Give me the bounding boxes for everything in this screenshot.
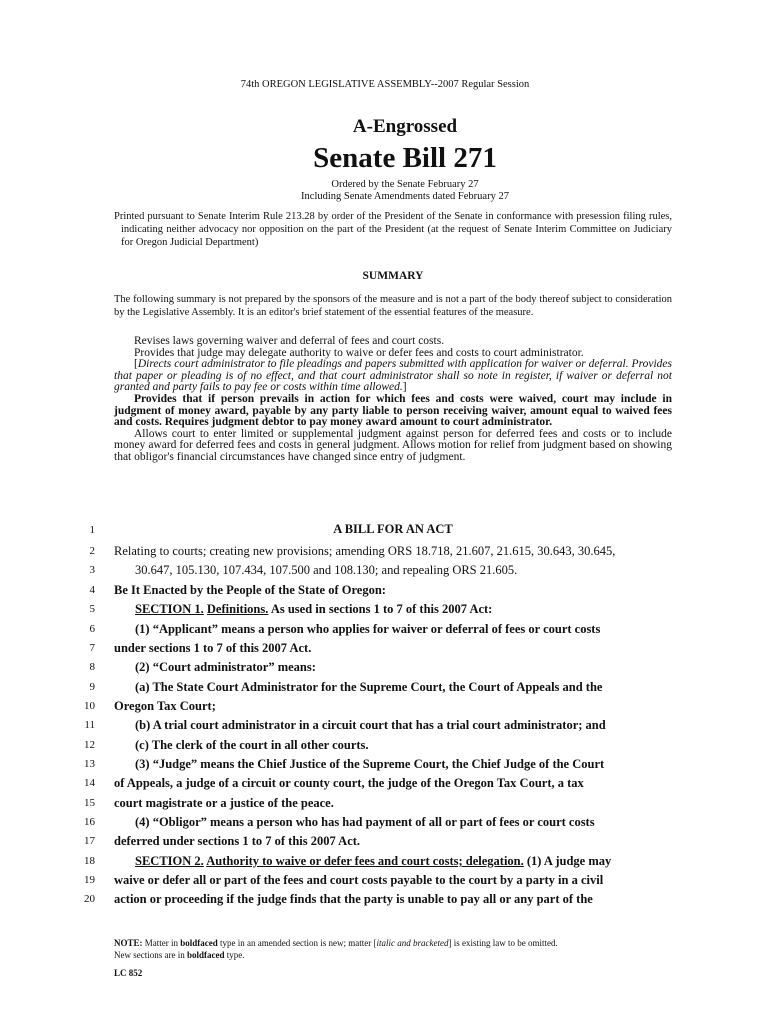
line-number: 14 bbox=[84, 777, 95, 789]
enacting-clause: Be It Enacted by the People of the State of Oregon: bbox=[114, 583, 386, 597]
bill-line-15: court magistrate or a justice of the peace. bbox=[114, 796, 334, 810]
section-title: Authority to waive or defer fees and court costs; delegation. bbox=[206, 854, 524, 868]
summary-paragraph: Allows court to enter limited or supplemental judgment against person for deferred fees and costs or to include money award for deferred fees and costs in general judgment. Allows motion for relief from judgment based on showing that obligor's financial circumstances have changed since entry of judgment. bbox=[114, 427, 672, 463]
line-number: 16 bbox=[84, 816, 95, 828]
bill-line-13: (3) “Judge” means the Chief Justice of the Supreme Court, the Chief Judge of the Court bbox=[135, 757, 605, 771]
note-bold: boldfaced bbox=[186, 950, 225, 960]
bill-line-12: (c) The clerk of the court in all other courts. bbox=[135, 738, 369, 752]
note-text: type. bbox=[226, 950, 245, 960]
lc-number: LC 852 bbox=[114, 968, 143, 978]
summary-paragraph-new: Provides that if person prevails in action for which fees and costs were waived, court may include in judgment of money award, payable by any party liable to person receiving waiver, amount equal to waived fees and costs. Requires judgment debtor to pay money award amount to court administrator. bbox=[114, 392, 672, 429]
bill-line-3: 30.647, 105.130, 107.434, 107.500 and 108.130; and repealing ORS 21.605. bbox=[135, 563, 518, 577]
line-number: 15 bbox=[84, 797, 95, 809]
bill-line-8: (2) “Court administrator” means: bbox=[135, 660, 316, 674]
bill-line-16: (4) “Obligor” means a person who has had payment of all or part of fees or court costs bbox=[135, 815, 595, 829]
bill-heading: A BILL FOR AN ACT bbox=[333, 522, 453, 536]
bill-line-2: Relating to courts; creating new provisions; amending ORS 18.718, 21.607, 21.615, 30.643, 30.645, bbox=[114, 544, 616, 558]
line-number: 1 bbox=[89, 524, 95, 536]
line-number: 17 bbox=[84, 835, 95, 847]
line-number: 10 bbox=[84, 700, 95, 712]
summary-paragraph: Revises laws governing waiver and deferral of fees and court costs. bbox=[134, 335, 445, 347]
bill-title: Senate Bill 271 bbox=[313, 142, 497, 174]
footer-note bbox=[114, 937, 674, 961]
bill-line-5 bbox=[114, 601, 695, 617]
line-number: 8 bbox=[89, 661, 95, 673]
line-number: 6 bbox=[89, 623, 95, 635]
note-line-2 bbox=[114, 949, 674, 961]
bill-line-9: (a) The State Court Administrator for the Supreme Court, the Court of Appeals and the bbox=[135, 680, 603, 694]
line-number: 7 bbox=[89, 642, 95, 654]
line-number: 2 bbox=[89, 545, 95, 557]
section-number: SECTION 2. bbox=[135, 854, 204, 868]
ordered-line: Ordered by the Senate February 27 bbox=[331, 179, 479, 190]
line-number: 20 bbox=[84, 893, 95, 905]
bill-line-11: (b) A trial court administrator in a circuit court that has a trial court administrator; and bbox=[135, 718, 606, 732]
session-header: 74th OREGON LEGISLATIVE ASSEMBLY--2007 Regular Session bbox=[240, 79, 530, 90]
bill-line-17: deferred under sections 1 to 7 of this 2007 Act. bbox=[114, 834, 361, 848]
summary-body bbox=[114, 336, 672, 464]
line-number: 13 bbox=[84, 758, 95, 770]
line-number: 5 bbox=[89, 603, 95, 615]
engrossed-label: A-Engrossed bbox=[352, 116, 458, 137]
line-number: 19 bbox=[84, 874, 95, 886]
note-label: NOTE: bbox=[114, 938, 143, 948]
bracket-close: ] bbox=[402, 381, 407, 394]
line-number: 3 bbox=[89, 564, 95, 576]
section-text: As used in sections 1 to 7 of this 2007 Act: bbox=[270, 602, 493, 616]
bracket-open: [ bbox=[134, 358, 138, 371]
line-number: 9 bbox=[89, 681, 95, 693]
deleted-text: Directs court administrator to file pleadings and papers submitted with application for waiver or deferral. Provides that paper or pleading is of no effect, and that court administrator shall so note in register, if waiver or deferral not granted and party fails to pay fee or costs within time allowed. bbox=[114, 358, 672, 394]
bill-line-6: (1) “Applicant” means a person who applies for waiver or deferral of fees or court costs bbox=[135, 622, 601, 636]
printed-pursuant-note: Printed pursuant to Senate Interim Rule 213.28 by order of the President of the Senate in conformance with presession filing rules, indicating neither advocacy nor opposition on the part of the President (at the request of Senate Interim Committee on Judiciary for Oregon Judicial Department) bbox=[114, 211, 672, 248]
bill-line-7: under sections 1 to 7 of this 2007 Act. bbox=[114, 641, 312, 655]
line-number: 11 bbox=[84, 719, 95, 731]
section-text: (1) A judge may bbox=[526, 854, 612, 868]
section-number: SECTION 1. bbox=[135, 602, 204, 616]
note-text: Matter in bbox=[144, 938, 179, 948]
note-text: ] is existing law to be omitted. bbox=[448, 938, 558, 948]
line-number: 4 bbox=[89, 584, 95, 596]
bill-line-14: of Appeals, a judge of a circuit or county court, the judge of the Oregon Tax Court, a tax bbox=[114, 776, 584, 790]
bill-line-10: Oregon Tax Court; bbox=[114, 699, 216, 713]
amendments-line: Including Senate Amendments dated February 27 bbox=[301, 191, 509, 202]
note-line-1 bbox=[114, 937, 674, 949]
bill-line-18 bbox=[114, 853, 695, 869]
summary-paragraph: Provides that judge may delegate authority to waive or defer fees and costs to court administrator. bbox=[134, 346, 584, 359]
line-number: 12 bbox=[84, 739, 95, 751]
summary-paragraph-deleted bbox=[114, 359, 672, 394]
note-text: New sections are in bbox=[114, 950, 185, 960]
bill-line-20: action or proceeding if the judge finds that the party is unable to pay all or any part of the bbox=[114, 892, 593, 906]
summary-intro: The following summary is not prepared by the sponsors of the measure and is not a part of the body thereof subject to consideration by the Legislative Assembly. It is an editor's brief statement of the essential features of the measure. bbox=[114, 294, 672, 318]
bill-line-19: waive or defer all or part of the fees and court costs payable to the court by a party in a civil bbox=[114, 873, 604, 887]
note-text: type in an amended section is new; matter [ bbox=[220, 938, 377, 948]
section-title: Definitions. bbox=[206, 602, 269, 616]
line-number: 18 bbox=[84, 855, 95, 867]
note-italic: italic and bracketed bbox=[376, 938, 449, 948]
note-bold: boldfaced bbox=[180, 938, 218, 948]
summary-heading: SUMMARY bbox=[362, 270, 424, 282]
